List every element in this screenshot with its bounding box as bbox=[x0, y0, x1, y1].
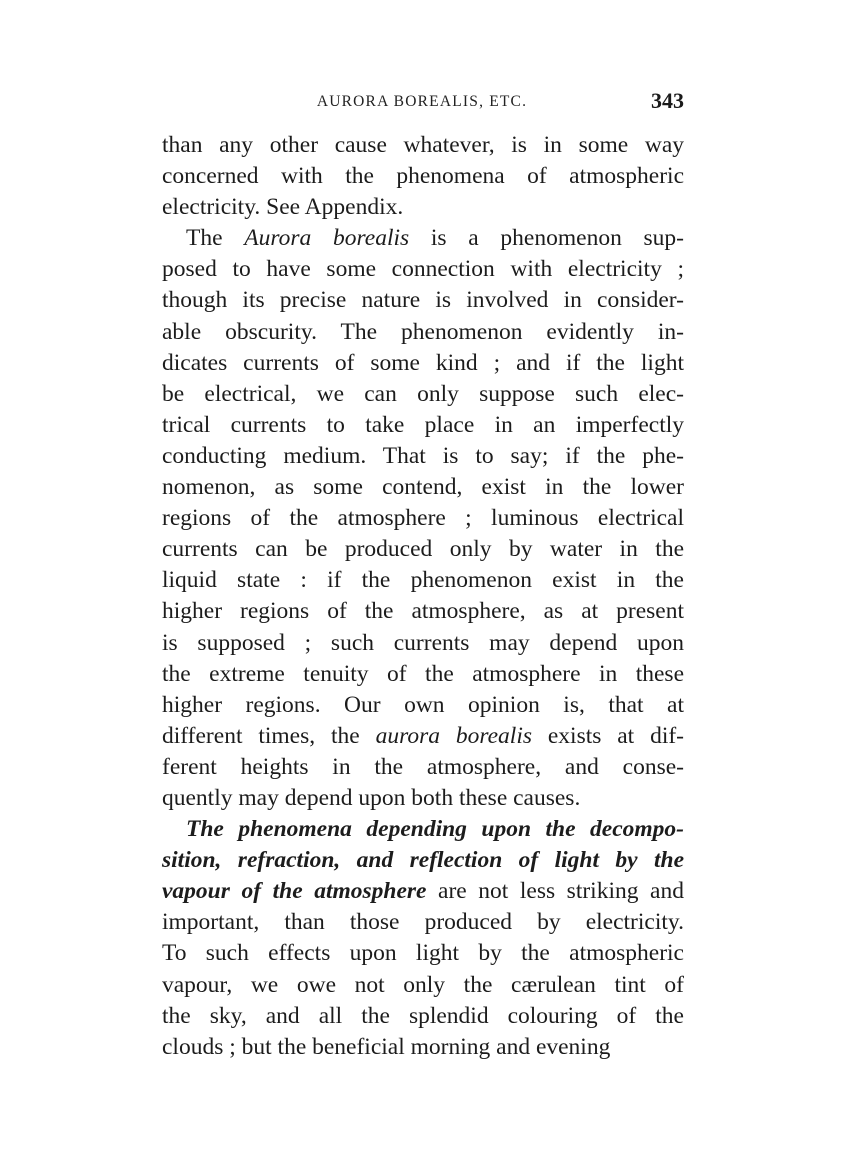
text-run: trical currents to take place in an imperfectly bbox=[162, 411, 684, 438]
text-run: concerned with the phenomena of atmospheric bbox=[162, 163, 684, 190]
text-line bbox=[162, 565, 684, 596]
emphasized-text: Aurora borealis bbox=[244, 225, 410, 252]
text-line bbox=[162, 845, 684, 876]
text-line bbox=[162, 876, 684, 907]
text-line bbox=[162, 285, 684, 316]
text-line bbox=[162, 938, 684, 969]
text-run: are not less striking and bbox=[426, 878, 684, 905]
emphasized-text: aurora borealis bbox=[375, 722, 532, 749]
text-line bbox=[162, 534, 684, 565]
text-line bbox=[162, 659, 684, 690]
paragraph bbox=[162, 130, 684, 223]
text-line bbox=[162, 161, 684, 192]
page-number: 343 bbox=[651, 88, 684, 113]
text-line bbox=[162, 628, 684, 659]
emphasized-text: sition, refraction, and reflection of light by the bbox=[162, 847, 684, 874]
text-run: higher regions of the atmosphere, as at present bbox=[162, 598, 684, 625]
text-line bbox=[162, 1001, 684, 1032]
text-line bbox=[162, 503, 684, 534]
emphasized-text: The phenomena depending upon the decompo- bbox=[186, 816, 684, 843]
text-run: dicates currents of some kind ; and if the light bbox=[162, 349, 684, 376]
text-run: ferent heights in the atmosphere, and conse- bbox=[162, 753, 684, 780]
text-line bbox=[162, 192, 684, 223]
running-title: AURORA BOREALIS, ETC. bbox=[316, 93, 528, 110]
text-line bbox=[162, 814, 684, 845]
text-line bbox=[162, 752, 684, 783]
text-run: is supposed ; such currents may depend upon bbox=[162, 629, 684, 656]
body-text bbox=[162, 130, 684, 1063]
text-run: though its precise nature is involved in consider- bbox=[162, 287, 684, 314]
text-line bbox=[162, 348, 684, 379]
running-head bbox=[160, 88, 684, 118]
text-line bbox=[162, 690, 684, 721]
text-run: currents can be produced only by water in the bbox=[162, 536, 684, 563]
text-line bbox=[162, 379, 684, 410]
text-run: higher regions. Our own opinion is, that at bbox=[162, 691, 684, 718]
text-run: is a phenomenon sup- bbox=[409, 225, 685, 252]
text-run: liquid state : if the phenomenon exist in the bbox=[162, 567, 684, 594]
text-run: posed to have some connection with electricity ; bbox=[162, 256, 684, 283]
text-line bbox=[162, 130, 684, 161]
text-line bbox=[162, 970, 684, 1001]
text-run: the extreme tenuity of the atmosphere in these bbox=[162, 660, 684, 687]
text-run: vapour, we owe not only the cærulean tint of bbox=[162, 971, 684, 998]
text-line bbox=[162, 441, 684, 472]
paragraph bbox=[162, 814, 684, 1063]
text-run: the sky, and all the splendid colouring of the bbox=[162, 1002, 684, 1029]
text-run: electricity. See Appendix. bbox=[162, 194, 404, 221]
emphasized-text: vapour of the atmosphere bbox=[162, 878, 427, 905]
text-run: conducting medium. That is to say; if the phe- bbox=[162, 442, 684, 469]
text-run: be electrical, we can only suppose such elec- bbox=[162, 380, 684, 407]
text-run: clouds ; but the beneficial morning and evening bbox=[162, 1033, 611, 1060]
text-run: The bbox=[186, 225, 245, 252]
text-run: To such effects upon light by the atmospheric bbox=[162, 940, 684, 967]
text-line bbox=[162, 907, 684, 938]
text-line bbox=[162, 317, 684, 348]
paragraph bbox=[162, 223, 684, 814]
text-line bbox=[162, 1032, 684, 1063]
text-line bbox=[162, 472, 684, 503]
text-line bbox=[162, 596, 684, 627]
text-run: different times, the bbox=[162, 722, 376, 749]
text-run: exists at dif- bbox=[532, 722, 685, 749]
text-run: than any other cause whatever, is in some way bbox=[162, 132, 684, 158]
text-run: important, than those produced by electricity. bbox=[162, 909, 684, 936]
text-run: able obscurity. The phenomenon evidently in- bbox=[162, 318, 684, 345]
text-line bbox=[162, 721, 684, 752]
text-line bbox=[162, 223, 684, 254]
text-run: nomenon, as some contend, exist in the lower bbox=[162, 474, 684, 501]
text-run: regions of the atmosphere ; luminous electrical bbox=[162, 505, 684, 532]
text-line bbox=[162, 254, 684, 285]
text-line bbox=[162, 410, 684, 441]
text-line bbox=[162, 783, 684, 814]
text-run: quently may depend upon both these causes. bbox=[162, 784, 581, 811]
